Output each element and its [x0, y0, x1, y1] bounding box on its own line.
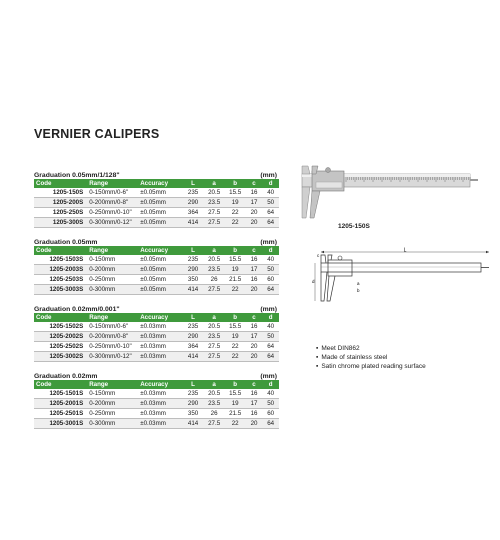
table-row: [34, 332, 279, 342]
table-row: [34, 389, 279, 399]
table-cell: ±0.05mm: [138, 198, 182, 208]
table-cell: 290: [183, 399, 204, 409]
table-cell: 0-200mm/0-8": [87, 332, 138, 342]
table-cell: ±0.05mm: [138, 285, 182, 295]
table-header-row: [34, 380, 279, 389]
table-cell: 40: [262, 322, 279, 332]
unit-label: (mm): [260, 306, 277, 313]
table-cell: 0-200mm: [87, 265, 138, 275]
table-cell: 20: [246, 208, 263, 218]
table-cell: 1205-2503S: [34, 275, 87, 285]
table-cell: 15.5: [225, 322, 246, 332]
table-cell: 290: [183, 198, 204, 208]
table-cell: 19: [225, 332, 246, 342]
table-cell: 235: [183, 255, 204, 265]
table-cell: 0-150mm: [87, 389, 138, 399]
table-row: [34, 352, 279, 362]
dim-label-b: b: [357, 288, 360, 293]
unit-label: (mm): [260, 239, 277, 246]
table-cell: 235: [183, 188, 204, 198]
table-cell: 0-300mm: [87, 419, 138, 429]
graduation-header: [34, 302, 279, 313]
table-cell: 40: [262, 389, 279, 399]
column-header: Range: [87, 313, 138, 322]
column-header: b: [225, 313, 246, 322]
unit-label: (mm): [260, 172, 277, 179]
column-header: c: [246, 313, 263, 322]
table-cell: 27.5: [204, 419, 225, 429]
dim-label-c: c: [317, 253, 320, 258]
column-header: Accuracy: [138, 313, 182, 322]
table-row: [34, 285, 279, 295]
table-row: [34, 409, 279, 419]
table-cell: ±0.03mm: [138, 342, 182, 352]
table-cell: 1205-150S: [34, 188, 87, 198]
dim-label-a: a: [357, 281, 360, 286]
column-header: c: [246, 179, 263, 188]
column-header: b: [225, 246, 246, 255]
table-cell: 0-300mm/0-12": [87, 352, 138, 362]
dim-label-l: L: [403, 247, 407, 254]
table-row: [34, 198, 279, 208]
table-cell: 414: [183, 419, 204, 429]
column-header: d: [262, 380, 279, 389]
table-cell: 16: [246, 188, 263, 198]
column-header: c: [246, 380, 263, 389]
table-header-row: [34, 179, 279, 188]
table-cell: 40: [262, 255, 279, 265]
table-cell: 20: [246, 218, 263, 228]
table-cell: 16: [246, 255, 263, 265]
table-row: [34, 255, 279, 265]
table-cell: 22: [225, 218, 246, 228]
column-header: Code: [34, 380, 87, 389]
table-cell: ±0.03mm: [138, 409, 182, 419]
table-cell: 27.5: [204, 218, 225, 228]
graduation-label: Graduation 0.05mm: [34, 239, 98, 246]
column-header: Code: [34, 313, 87, 322]
column-header: Code: [34, 179, 87, 188]
table-cell: ±0.05mm: [138, 255, 182, 265]
table-cell: 1205-200S: [34, 198, 87, 208]
column-header: L: [183, 246, 204, 255]
table-row: [34, 208, 279, 218]
table-cell: 64: [262, 218, 279, 228]
table-cell: 22: [225, 419, 246, 429]
table-cell: 350: [183, 275, 204, 285]
table-cell: 0-150mm/0-6": [87, 188, 138, 198]
table-cell: 50: [262, 399, 279, 409]
table-cell: 17: [246, 198, 263, 208]
table-cell: 22: [225, 208, 246, 218]
table-cell: 27.5: [204, 352, 225, 362]
column-header: b: [225, 179, 246, 188]
graduation-header: [34, 168, 279, 179]
unit-label: (mm): [260, 373, 277, 380]
table-cell: 19: [225, 399, 246, 409]
table-cell: ±0.03mm: [138, 419, 182, 429]
photo-label: 1205-150S: [338, 223, 370, 230]
column-header: a: [204, 313, 225, 322]
table-cell: 20.5: [204, 255, 225, 265]
caliper-photo: [288, 160, 478, 222]
table-cell: 15.5: [225, 255, 246, 265]
table-cell: 0-250mm/0-10": [87, 208, 138, 218]
table-cell: 414: [183, 285, 204, 295]
table-cell: 64: [262, 208, 279, 218]
column-header: a: [204, 179, 225, 188]
table-row: [34, 265, 279, 275]
table-cell: 22: [225, 342, 246, 352]
table-cell: 1205-2001S: [34, 399, 87, 409]
table-header-row: [34, 246, 279, 255]
table-cell: 290: [183, 332, 204, 342]
graduation-label: Graduation 0.02mm/0.001": [34, 306, 120, 313]
table-cell: 16: [246, 275, 263, 285]
column-header: L: [183, 179, 204, 188]
column-header: Accuracy: [138, 246, 182, 255]
table-cell: 17: [246, 265, 263, 275]
feature-item: ▪ Made of stainless steel: [316, 353, 426, 362]
feature-item: ▪ Satin chrome plated reading surface: [316, 362, 426, 371]
column-header: Range: [87, 380, 138, 389]
table-row: [34, 419, 279, 429]
feature-list: [316, 344, 426, 371]
graduation-label: Graduation 0.02mm: [34, 373, 98, 380]
table-cell: 50: [262, 265, 279, 275]
table-row: [34, 399, 279, 409]
table-cell: 23.5: [204, 198, 225, 208]
column-header: c: [246, 246, 263, 255]
spec-table: [34, 380, 279, 429]
column-header: Range: [87, 246, 138, 255]
table-cell: 17: [246, 399, 263, 409]
table-cell: 20: [246, 342, 263, 352]
column-header: L: [183, 380, 204, 389]
table-cell: 1205-250S: [34, 208, 87, 218]
table-cell: ±0.05mm: [138, 208, 182, 218]
table-cell: 22: [225, 285, 246, 295]
table-cell: 26: [204, 409, 225, 419]
table-cell: 1205-1502S: [34, 322, 87, 332]
table-cell: 21.5: [225, 275, 246, 285]
table-cell: 15.5: [225, 389, 246, 399]
table-cell: 1205-3002S: [34, 352, 87, 362]
table-cell: 364: [183, 342, 204, 352]
table-cell: 1205-1503S: [34, 255, 87, 265]
table-cell: 17: [246, 332, 263, 342]
column-header: Code: [34, 246, 87, 255]
table-cell: ±0.03mm: [138, 322, 182, 332]
table-cell: 16: [246, 389, 263, 399]
table-cell: 0-300mm: [87, 285, 138, 295]
table-cell: 64: [262, 352, 279, 362]
spec-section: [34, 369, 279, 429]
graduation-label: Graduation 0.05mm/1/128": [34, 172, 120, 179]
column-header: L: [183, 313, 204, 322]
table-cell: 16: [246, 409, 263, 419]
table-cell: 1205-2002S: [34, 332, 87, 342]
table-cell: 19: [225, 198, 246, 208]
table-cell: 23.5: [204, 399, 225, 409]
table-cell: 64: [262, 342, 279, 352]
dim-label-d: d: [312, 279, 315, 284]
table-cell: 16: [246, 322, 263, 332]
table-cell: ±0.05mm: [138, 265, 182, 275]
table-cell: 1205-2501S: [34, 409, 87, 419]
table-row: [34, 218, 279, 228]
column-header: d: [262, 179, 279, 188]
table-cell: ±0.03mm: [138, 399, 182, 409]
spec-table: [34, 179, 279, 228]
table-cell: 1205-2003S: [34, 265, 87, 275]
table-cell: 27.5: [204, 208, 225, 218]
table-cell: 20.5: [204, 389, 225, 399]
column-header: a: [204, 380, 225, 389]
table-row: [34, 188, 279, 198]
column-header: b: [225, 380, 246, 389]
table-cell: ±0.03mm: [138, 332, 182, 342]
table-cell: 26: [204, 275, 225, 285]
table-cell: 364: [183, 208, 204, 218]
table-cell: 19: [225, 265, 246, 275]
table-cell: 0-250mm: [87, 409, 138, 419]
table-cell: 20.5: [204, 188, 225, 198]
table-cell: 1205-1501S: [34, 389, 87, 399]
table-cell: 23.5: [204, 265, 225, 275]
table-cell: 1205-3001S: [34, 419, 87, 429]
table-cell: ±0.05mm: [138, 188, 182, 198]
table-cell: 20: [246, 285, 263, 295]
table-cell: 40: [262, 188, 279, 198]
spec-section: [34, 168, 279, 228]
table-cell: 50: [262, 332, 279, 342]
table-cell: ±0.03mm: [138, 352, 182, 362]
table-cell: 20: [246, 419, 263, 429]
table-cell: 235: [183, 322, 204, 332]
spec-table: [34, 246, 279, 295]
table-cell: 15.5: [225, 188, 246, 198]
table-cell: ±0.05mm: [138, 275, 182, 285]
column-header: d: [262, 313, 279, 322]
table-cell: 60: [262, 275, 279, 285]
column-header: Accuracy: [138, 179, 182, 188]
spec-tables: [34, 168, 279, 436]
table-cell: 0-150mm: [87, 255, 138, 265]
table-cell: 27.5: [204, 342, 225, 352]
table-cell: 20.5: [204, 322, 225, 332]
table-row: [34, 275, 279, 285]
graduation-header: [34, 235, 279, 246]
table-cell: 21.5: [225, 409, 246, 419]
feature-item: ▪ Meet DIN862: [316, 344, 426, 353]
table-cell: 64: [262, 285, 279, 295]
table-cell: 1205-300S: [34, 218, 87, 228]
table-cell: 290: [183, 265, 204, 275]
table-cell: 50: [262, 198, 279, 208]
table-cell: 0-300mm/0-12": [87, 218, 138, 228]
column-header: Range: [87, 179, 138, 188]
spec-table: [34, 313, 279, 362]
table-cell: 0-150mm/0-6": [87, 322, 138, 332]
table-cell: 1205-2502S: [34, 342, 87, 352]
table-cell: 60: [262, 409, 279, 419]
table-row: [34, 322, 279, 332]
table-cell: 23.5: [204, 332, 225, 342]
dimension-diagram: [313, 249, 493, 307]
table-cell: 64: [262, 419, 279, 429]
table-cell: 22: [225, 352, 246, 362]
column-header: d: [262, 246, 279, 255]
spec-section: [34, 235, 279, 295]
spec-section: [34, 302, 279, 362]
table-header-row: [34, 313, 279, 322]
graduation-header: [34, 369, 279, 380]
table-row: [34, 342, 279, 352]
page-title: VERNIER CALIPERS: [34, 127, 160, 141]
column-header: a: [204, 246, 225, 255]
table-cell: 0-250mm: [87, 275, 138, 285]
table-cell: 0-200mm/0-8": [87, 198, 138, 208]
table-cell: ±0.03mm: [138, 389, 182, 399]
table-cell: 1205-3003S: [34, 285, 87, 295]
table-cell: ±0.05mm: [138, 218, 182, 228]
table-cell: 20: [246, 352, 263, 362]
table-cell: 414: [183, 218, 204, 228]
table-cell: 414: [183, 352, 204, 362]
table-cell: 27.5: [204, 285, 225, 295]
table-cell: 0-200mm: [87, 399, 138, 409]
table-cell: 0-250mm/0-10": [87, 342, 138, 352]
table-cell: 350: [183, 409, 204, 419]
table-cell: 235: [183, 389, 204, 399]
column-header: Accuracy: [138, 380, 182, 389]
